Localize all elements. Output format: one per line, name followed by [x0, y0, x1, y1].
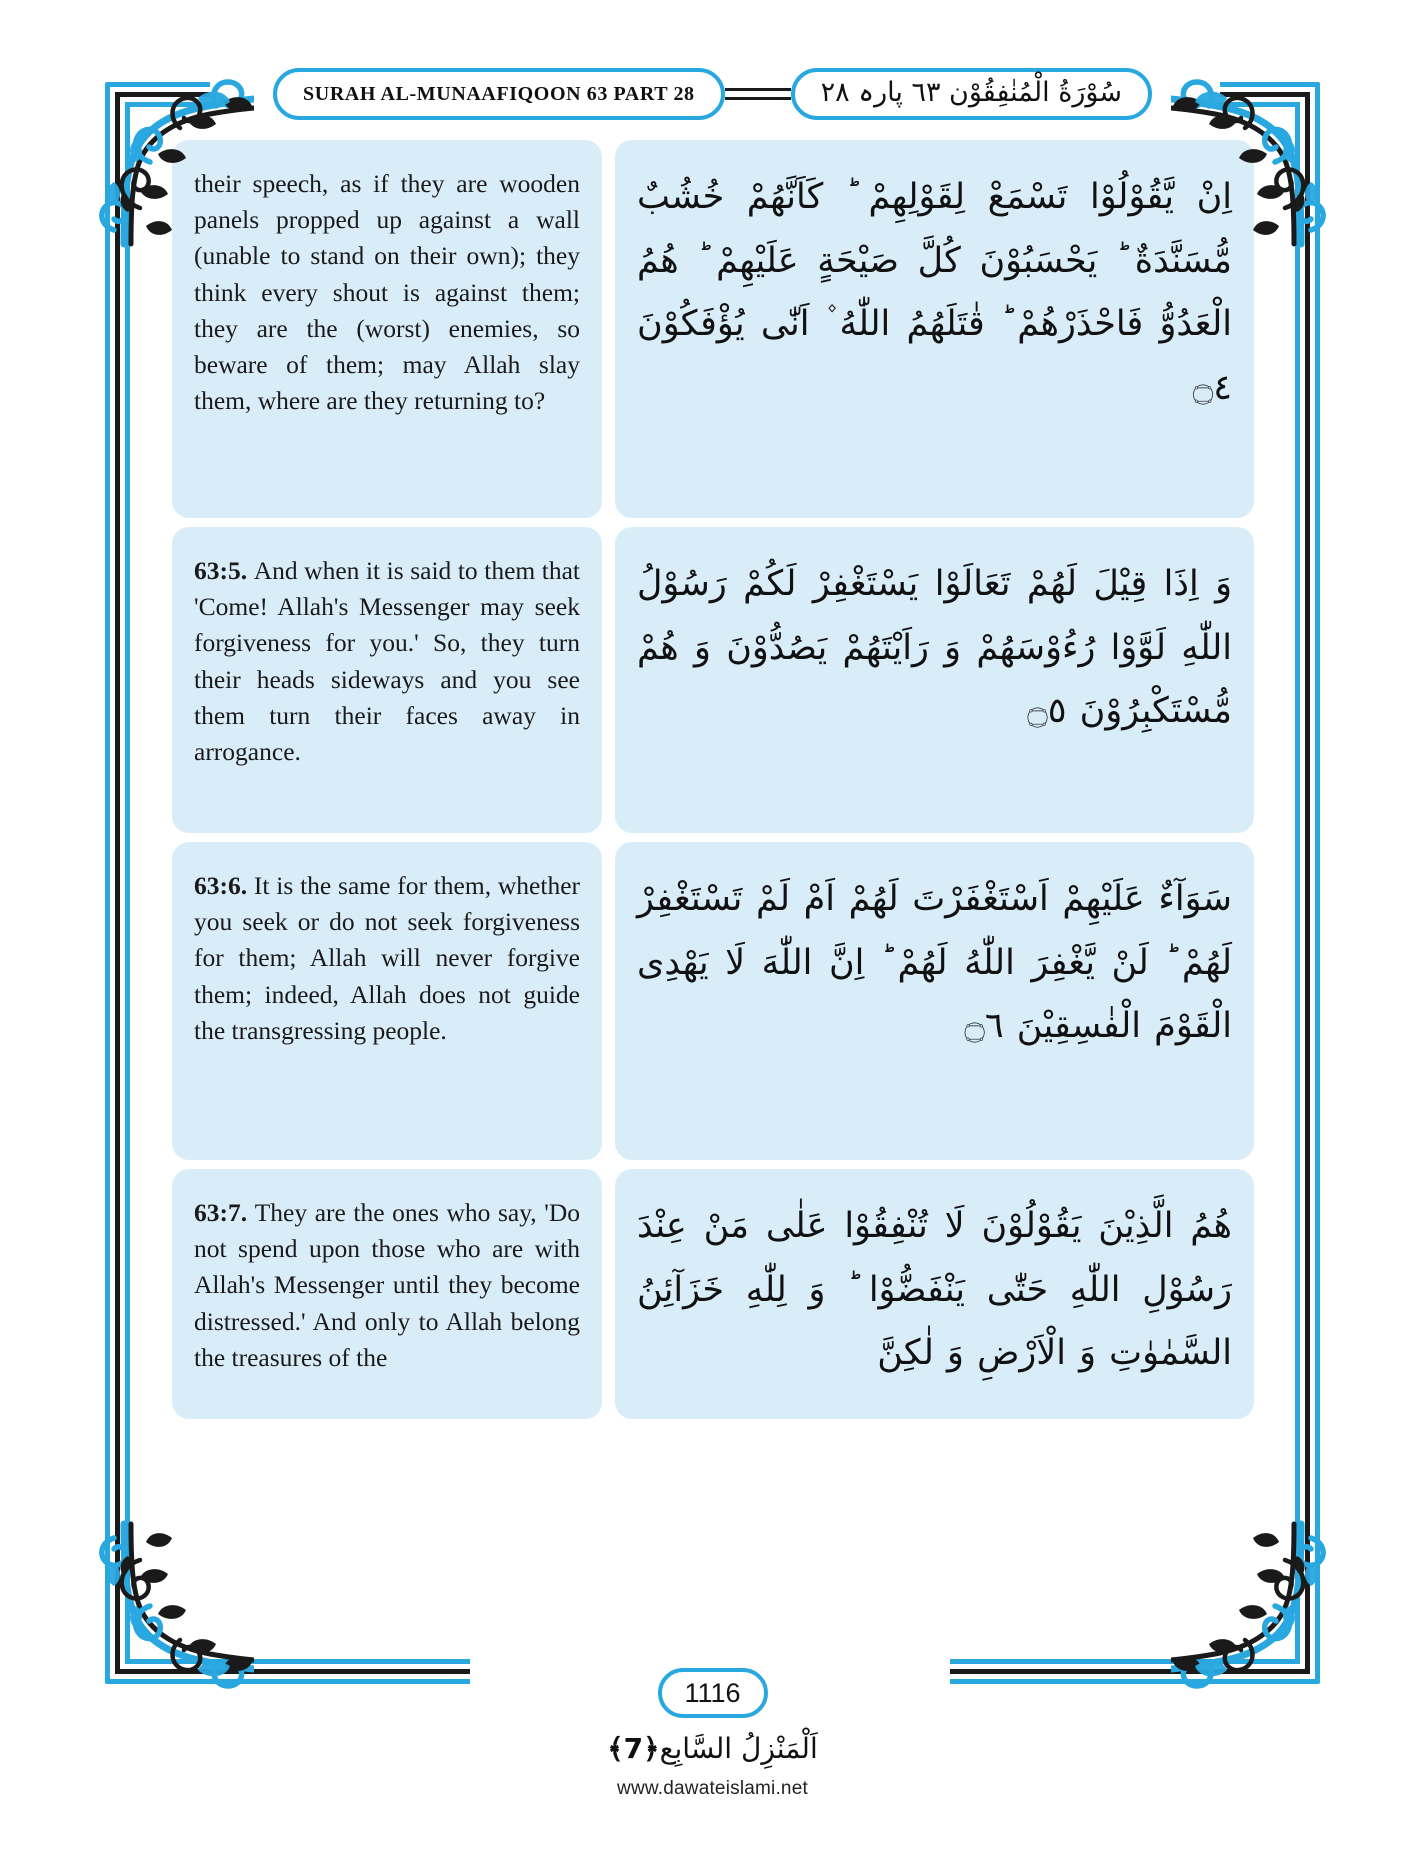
- page-number-badge: 1116: [658, 1668, 768, 1718]
- verse-number: 63:6.: [194, 871, 248, 900]
- manzil-bracket-right: ﴾: [607, 1732, 624, 1765]
- surah-title-left-pill: [273, 68, 725, 120]
- verse-english-body: It is the same for them, whether you seek or do not seek forgiveness for them; Allah will never forgive them; indeed, Allah does not guide the transgressing people.: [194, 871, 581, 1045]
- verse-list: [172, 140, 1254, 1420]
- manzil-bracket-left: ﴿: [643, 1732, 660, 1765]
- surah-title-arabic: سُوْرَةُ الْمُنٰفِقُوْن ٦٣ پارہ ٢٨: [820, 76, 1122, 108]
- verse-english-block: [172, 842, 602, 1160]
- verse-arabic-text: سَوَآءٌ عَلَيْهِمْ اَسْتَغْفَرْتَ لَهُمْ اَمْ لَمْ تَسْتَغْفِرْ لَهُمْ ؕ لَنْ يَّغْفِرَ اللّٰهُ لَهُمْ ؕ اِنَّ اللّٰهَ لَا يَهْدِى الْقَوْمَ الْفٰسِقِيْنَ ۝٦: [637, 879, 1232, 1047]
- verse-arabic-block: [615, 1169, 1254, 1419]
- verse-english-body: their speech, as if they are wooden panels propped up against a wall (unable to stand on their own); they think every shout is against them; they are the (worst) enemies, so beware of them; may Allah slay them, where are they returning to?: [194, 169, 580, 416]
- surah-title-english: SURAH AL-MUNAAFIQOON 63 PART 28: [303, 82, 695, 105]
- verse-arabic-text: اِنْ يَّقُوْلُوْا تَسْمَعْ لِقَوْلِهِمْ ؕ كَاَنَّهُمْ خُشُبٌ مُّسَنَّدَةٌ ؕ يَحْسَبُوْنَ كُلَّ صَيْحَةٍ عَلَيْهِمْ ؕ هُمُ الْعَدُوُّ فَاحْذَرْهُمْ ؕ قٰتَلَهُمُ اللّٰهُ ۫ اَنّٰى يُؤْفَكُوْنَ ۝٤: [637, 177, 1232, 409]
- verse-english-block: [172, 1169, 602, 1419]
- verse-english-text: [194, 166, 580, 419]
- verse-english-block: [172, 527, 602, 833]
- page-footer: [0, 1650, 1425, 1850]
- surah-title-right-pill: [791, 68, 1152, 120]
- verse-arabic-text: هُمُ الَّذِيْنَ يَقُوْلُوْنَ لَا تُنْفِقُوْا عَلٰى مَنْ عِنْدَ رَسُوْلِ اللّٰهِ حَتّٰى يَنْفَضُّوْا ؕ وَ لِلّٰهِ خَزَآئِنُ السَّمٰوٰتِ وَ الْاَرْضِ وَ لٰكِنَّ: [637, 1206, 1232, 1374]
- header-connector-rule: [725, 87, 791, 101]
- verse-arabic-block: [615, 527, 1254, 833]
- verse-english-body: And when it is said to them that 'Come! Allah's Messenger may seek forgiveness for you.' So, they turn their heads sideways and you see them turn their faces away in arrogance.: [194, 556, 581, 767]
- manzil-label: [607, 1732, 817, 1765]
- website-url: www.dawateislami.net: [617, 1778, 808, 1799]
- verse-number: 63:5.: [194, 556, 248, 585]
- page-header: [0, 62, 1425, 126]
- verse-row: [172, 842, 1254, 1160]
- verse-row: [172, 527, 1254, 833]
- verse-arabic-block: [615, 842, 1254, 1160]
- verse-row: [172, 140, 1254, 518]
- verse-english-body: They are the ones who say, 'Do not spend upon those who are with Allah's Messenger until they become distressed.' And only to Allah belong the treasures of the: [194, 1198, 581, 1372]
- verse-arabic-block: [615, 140, 1254, 518]
- manzil-number: 7: [623, 1732, 644, 1765]
- verse-arabic-text: وَ اِذَا قِيْلَ لَهُمْ تَعَالَوْا يَسْتَغْفِرْ لَكُمْ رَسُوْلُ اللّٰهِ لَوَّوْا رُءُوْسَهُمْ وَ رَاَيْتَهُمْ يَصُدُّوْنَ وَ هُمْ مُّسْتَكْبِرُوْنَ ۝٥: [637, 564, 1232, 732]
- verse-row: [172, 1169, 1254, 1419]
- verse-english-text: [194, 1195, 580, 1376]
- verse-english-text: [194, 868, 580, 1049]
- verse-english-block: [172, 140, 602, 518]
- manzil-arabic-text: اَلْمَنْزِلُ السَّابِع: [659, 1732, 818, 1765]
- verse-number: 63:7.: [194, 1198, 248, 1227]
- verse-english-text: [194, 553, 580, 770]
